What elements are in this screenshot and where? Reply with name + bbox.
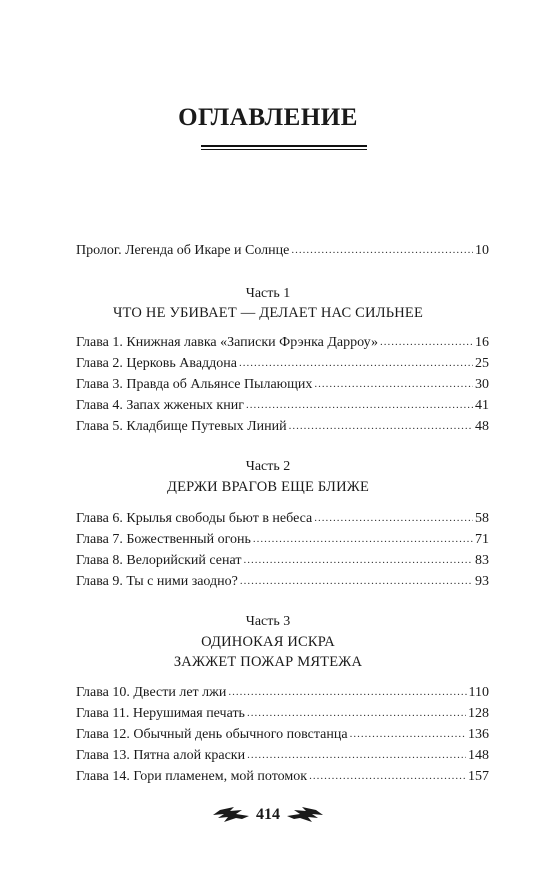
entry-page: 128 [468, 706, 489, 721]
entry-page: 16 [475, 335, 489, 350]
entry-label: Глава 8. Велорийский сенат [76, 553, 242, 568]
entry-label: Глава 12. Обычный день обычного повстанца [76, 727, 348, 742]
toc-entry[interactable] [76, 375, 489, 395]
part-title: ДЕРЖИ ВРАГОВ ЕЩЕ БЛИЖЕ [166, 479, 370, 495]
entry-label: Глава 5. Кладбище Путевых Линий [76, 419, 287, 434]
part-heading: Часть 1 [245, 286, 291, 301]
dot-leader [291, 240, 473, 260]
entry-page: 25 [475, 356, 489, 371]
wing-icon [212, 806, 250, 824]
entry-label: Глава 10. Двести лет лжи [76, 685, 227, 700]
entry-page: 93 [475, 574, 489, 589]
dot-leader [240, 571, 473, 591]
entry-page: 58 [475, 511, 489, 526]
part-title-line-2: ЗАЖЖЕТ ПОЖАР МЯТЕЖА [173, 654, 363, 670]
dot-leader [314, 508, 473, 528]
part-heading: Часть 2 [245, 459, 291, 474]
toc-entry[interactable] [76, 683, 489, 703]
entry-page: 10 [475, 243, 489, 258]
entry-label: Глава 14. Гори пламенем, мой потомок [76, 769, 308, 784]
dot-leader [246, 395, 473, 415]
entry-page: 71 [475, 532, 489, 547]
dot-leader [309, 766, 466, 786]
dot-leader [380, 332, 473, 352]
part-title: ЧТО НЕ УБИВАЕТ — ДЕЛАЕТ НАС СИЛЬНЕЕ [112, 305, 424, 321]
page-footer [0, 800, 536, 830]
page-number: 414 [256, 806, 280, 823]
entry-page: 41 [475, 398, 489, 413]
dot-leader [243, 550, 473, 570]
dot-leader [247, 745, 466, 765]
part-heading: Часть 3 [245, 614, 291, 629]
entry-label: Глава 4. Запах жженых книг [76, 398, 244, 413]
toc-entry[interactable] [76, 509, 489, 529]
toc-entry[interactable] [76, 551, 489, 571]
page-title: ОГЛАВЛЕНИЕ [178, 104, 358, 131]
entry-label: Пролог. Легенда об Икаре и Солнце [76, 243, 290, 258]
dot-leader [228, 682, 466, 702]
entry-label: Глава 7. Божественный огонь [76, 532, 251, 547]
entry-label: Глава 6. Крылья свободы бьют в небеса [76, 511, 313, 526]
entry-page: 48 [475, 419, 489, 434]
entry-label: Глава 3. Правда об Альянсе Пылающих [76, 377, 313, 392]
entry-label: Глава 13. Пятна алой краски [76, 748, 246, 763]
toc-entry[interactable] [76, 530, 489, 550]
entry-page: 136 [468, 727, 489, 742]
dot-leader [239, 353, 473, 373]
entry-page: 157 [468, 769, 489, 784]
toc-entry[interactable] [76, 767, 489, 787]
entry-page: 148 [468, 748, 489, 763]
toc-entry[interactable] [76, 354, 489, 374]
toc-entry-prologue[interactable] [76, 241, 489, 261]
toc-entry[interactable] [76, 417, 489, 437]
dot-leader [314, 374, 473, 394]
entry-label: Глава 1. Книжная лавка «Записки Фрэнка Дарроу» [76, 335, 378, 350]
entry-label: Глава 11. Нерушимая печать [76, 706, 245, 721]
entry-label: Глава 2. Церковь Аваддона [76, 356, 237, 371]
entry-label: Глава 9. Ты с ними заодно? [76, 574, 238, 589]
toc-entry[interactable] [76, 704, 489, 724]
entry-page: 30 [475, 377, 489, 392]
entry-page: 83 [475, 553, 489, 568]
toc-entry[interactable] [76, 572, 489, 592]
dot-leader [289, 416, 473, 436]
toc-entry[interactable] [76, 333, 489, 353]
toc-entry[interactable] [76, 725, 489, 745]
dot-leader [350, 724, 466, 744]
part-title: ОДИНОКАЯ ИСКРА [201, 634, 335, 650]
dot-leader [253, 529, 473, 549]
dot-leader [247, 703, 466, 723]
toc-entry[interactable] [76, 746, 489, 766]
wing-icon [286, 806, 324, 824]
entry-page: 110 [468, 685, 489, 700]
toc-entry[interactable] [76, 396, 489, 416]
